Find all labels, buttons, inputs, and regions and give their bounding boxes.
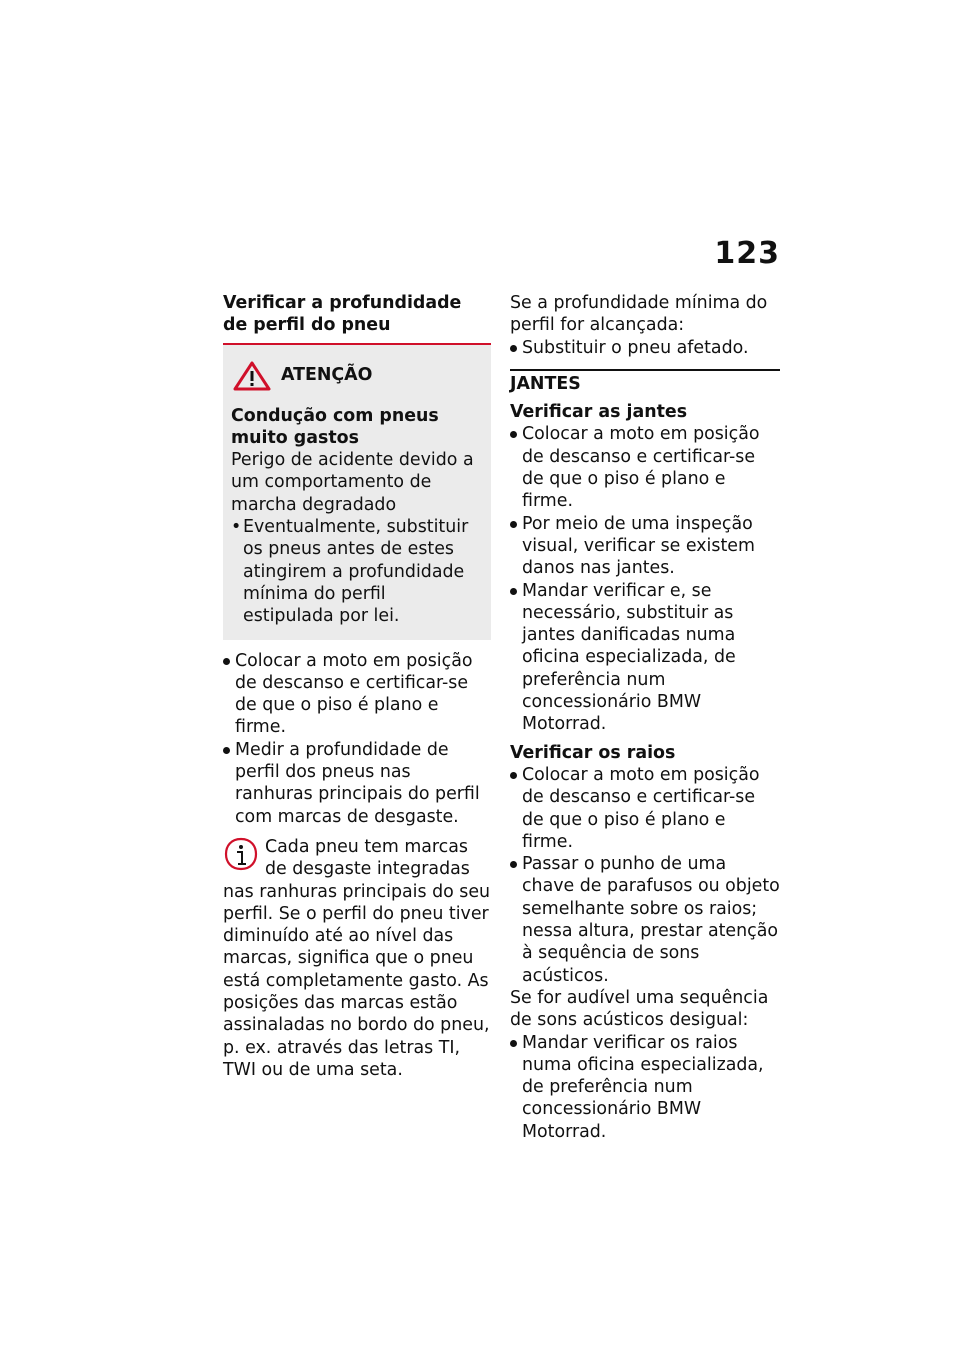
page-number: 123 xyxy=(714,236,780,271)
list-item-text: Mandar verificar e, se necessário, substituir as jantes danificadas numa oficina especializada, de preferência num concessionário BMW Motorrad. xyxy=(522,580,736,735)
list-item-text: Mandar verificar os raios numa oficina especializada, de preferência num concessionário BMW Motorrad. xyxy=(522,1032,764,1142)
list-item xyxy=(510,1032,780,1143)
list-item-text: Substituir o pneu afetado. xyxy=(522,337,749,358)
info-text: Cada pneu tem marcas de desgaste integradas nas ranhuras principais do seu perfil. Se o perfil do pneu tiver diminuído até ao nível das marcas, significa que o pneu está completamente gasto. As posições das marcas estão assinaladas no bordo do pneu, p. ex. através das letras TI, TWI ou de uma seta. xyxy=(223,836,491,1080)
list-item xyxy=(223,739,491,828)
warning-bullet: • Eventualmente, substituir os pneus antes de estes atingirem a profundidade mínima do perfil estipulada por lei. xyxy=(231,516,481,627)
black-rule xyxy=(510,369,780,371)
warning-triangle-icon xyxy=(233,361,271,391)
list-item-text: Colocar a moto em posição de descanso e certificar-se de que o piso é plano e firme. xyxy=(522,424,760,512)
list-item xyxy=(510,764,780,853)
list-item xyxy=(510,337,780,359)
warning-box xyxy=(223,345,491,640)
spokes-note: Se for audível uma sequência de sons acústicos desigual: xyxy=(510,987,769,1031)
section-heading-tread-depth: Verificar a profundidade de perfil do pneu xyxy=(223,293,462,336)
list-item xyxy=(510,580,780,736)
subheading-check-rims: Verificar as jantes xyxy=(510,402,688,423)
list-item-text: Colocar a moto em posição de descanso e certificar-se de que o piso é plano e firme. xyxy=(522,764,760,852)
list-item xyxy=(223,650,491,739)
warning-text: Perigo de acidente devido a um comportamento de marcha degradado xyxy=(231,450,474,515)
list-item-text: Medir a profundidade de perfil dos pneus nas ranhuras principais do perfil com marcas de desgaste. xyxy=(235,739,480,827)
warning-subtitle: Condução com pneus muito gastos xyxy=(231,405,439,448)
list-item-text: Por meio de uma inspeção visual, verificar se existem danos nas jantes. xyxy=(522,513,755,579)
list-item xyxy=(510,513,780,580)
list-item xyxy=(510,423,780,512)
warning-title: ATENÇÃO xyxy=(281,365,373,386)
warning-header xyxy=(231,361,481,391)
list-item-text: Passar o punho de uma chave de parafusos ou objeto semelhante sobre os raios; nessa altura, prestar atenção à sequência de sons acústicos. xyxy=(522,854,780,986)
list-item-text: Colocar a moto em posição de descanso e certificar-se de que o piso é plano e firme. xyxy=(235,650,473,738)
subheading-check-spokes: Verificar os raios xyxy=(510,742,676,763)
info-note xyxy=(223,836,491,1081)
section-title-jantes: JANTES xyxy=(510,373,581,394)
list-item xyxy=(510,853,780,987)
intro-text: Se a profundidade mínima do perfil for alcançada: xyxy=(510,293,768,336)
right-column xyxy=(510,292,780,1143)
info-icon xyxy=(223,836,259,874)
left-column xyxy=(223,292,491,1081)
